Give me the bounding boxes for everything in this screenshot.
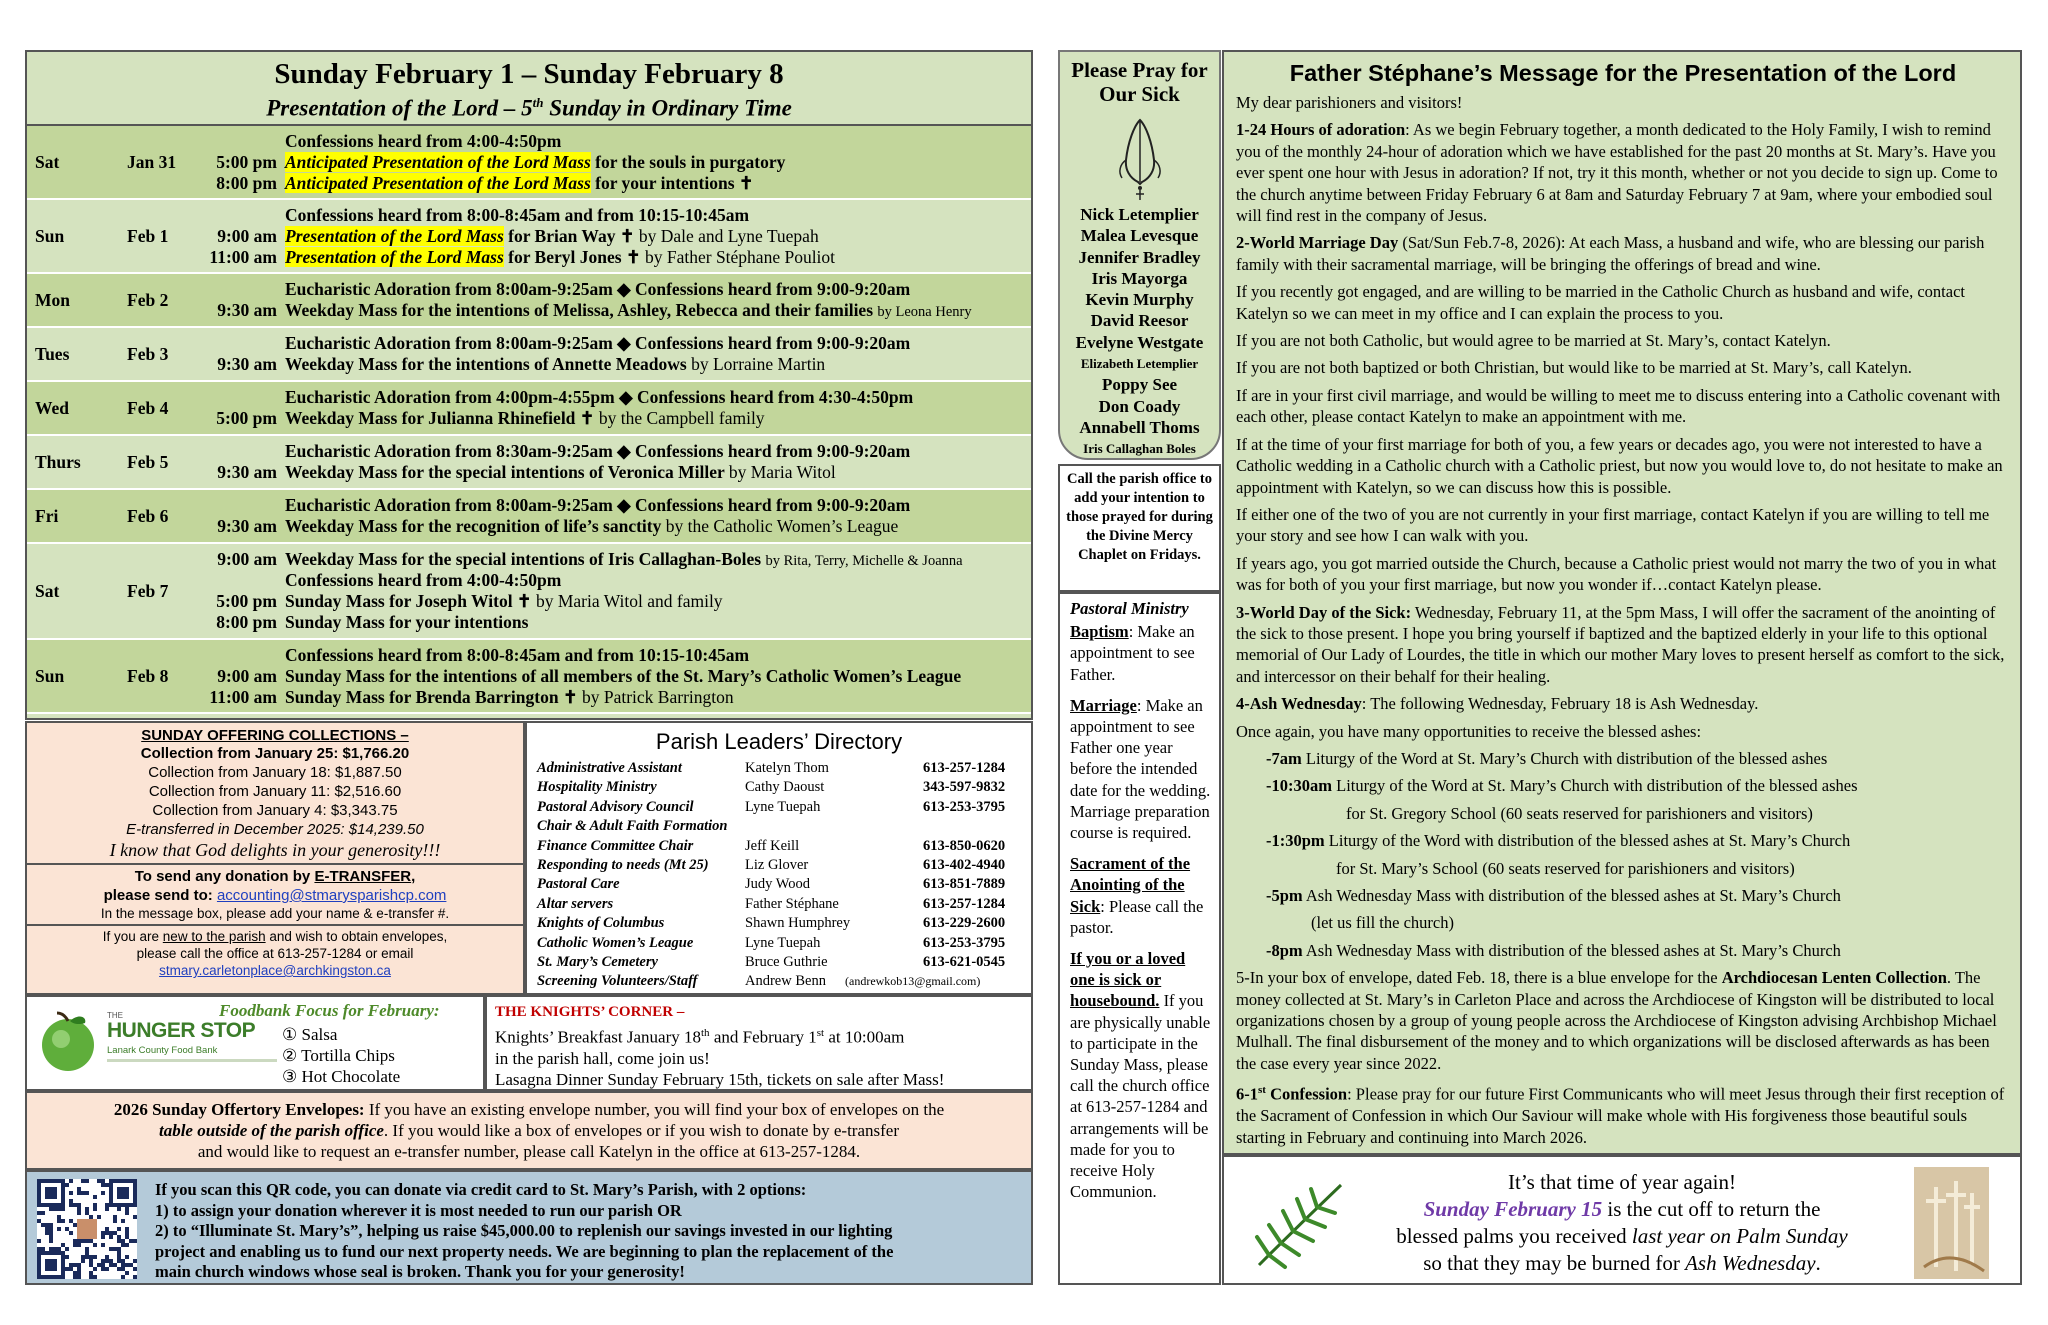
sick-name: Iris Callaghan Boles [1083,441,1196,457]
palm-line4: so that they may be burned for Ash Wednesday. [1423,1251,1821,1275]
message-p2: 2-World Marriage Day (Sat/Sun Feb.7-8, 2026): At each Mass, a husband and wife, who are blessing our parish family with their sacramental marriage, will be bringing the offerings of bread and wine. [1236,233,1985,274]
envelopes-line3: and would like to request an e-transfer number, please call Katelyn in the office at 613-257-1284. [197,1142,861,1161]
ash-item-note: (let us fill the church) [1311,913,1454,933]
knights-hall: in the parish hall, come join us! [495,1048,710,1068]
directory-phone: 613-253-3795 [923,798,1006,815]
pastoral-heading: Pastoral Ministry [1070,599,1189,618]
directory-role: Finance Committee Chair [537,837,694,854]
schedule-row [27,382,1031,436]
schedule-entry: Anticipated Presentation of the Lord Mass for your intentions ✝ [285,172,754,193]
foodbank-item: ① Salsa [282,1025,338,1044]
directory-name: Father Stéphane [745,895,839,912]
etransfer-heading: To send any donation by E-TRANSFER, [134,868,416,885]
schedule-header [27,52,1031,126]
schedule-entry: Presentation of the Lord Mass for Brian Way ✝ by Dale and Lyne Tuepah [285,225,819,246]
directory-role: Catholic Women’s League [537,934,694,951]
schedule-entry: Confessions heard from 4:00-4:50pm [285,570,562,590]
directory-phone: 613-229-2600 [923,915,1006,932]
ash-item: -10:30am Liturgy of the Word at St. Mary’s Church with distribution of the blessed ashes [1266,776,1858,796]
message-p13: 5-In your box of envelope, dated Feb. 18, there is a blue envelope for the Archdiocesan Lenten Collection. The money collected at St. Mary’s in Carleton Place and across the Archdiocese of Kingston will be distributed to local organizations chosen by a group of young people across the Archdiocese of Kingston advising Archbishop Michael Mulhall. The final disbursement of the money and to which organizations will be disclosed afterwards as has been the case every year since 2022. [1236,968,1997,1073]
schedule-entry: Eucharistic Adoration from 4:00pm-4:55pm ◆ Confessions heard from 4:30-4:50pm [285,387,914,407]
directory-name: Liz Glover [745,857,809,873]
directory-phone: (andrewkob13@gmail.com) [845,974,981,989]
message-box-note: In the message box, please add your name & e-transfer #. [100,906,450,921]
schedule-row [27,436,1031,490]
collection-jan4: Collection from January 4: $3,343.75 [152,802,398,819]
directory-role: Pastoral Advisory Council [537,798,694,815]
sick-name: Annabell Thoms [1079,417,1200,437]
schedule-date: Feb 7 [127,581,169,601]
directory-phone: 613-257-1284 [923,895,1006,912]
pray-heading: Please Pray for Our Sick [1071,58,1208,106]
schedule-date: Feb 8 [127,666,169,686]
palm-crosses-photo [1914,1167,1989,1279]
directory-role: St. Mary’s Cemetery [537,954,658,970]
directory-phone: 613-253-3795 [923,934,1006,951]
logo-hunger-stop: HUNGER STOP [107,1019,256,1042]
envelopes-line1: 2026 Sunday Offertory Envelopes: If you have an existing envelope number, you will find your box of envelopes on the [113,1100,945,1119]
directory-row [537,759,1006,778]
directory-name: Andrew Benn [745,973,826,990]
knights-heading: THE KNIGHTS’ CORNER – [495,1004,685,1020]
directory-role: Responding to needs (Mt 25) [537,857,709,873]
palm-line2: Sunday February 15 is the cut off to return the [1423,1197,1821,1221]
sick-name: Malea Levesque [1080,226,1199,246]
parish-email-link[interactable]: stmary.carletonplace@archkingston.ca [159,963,391,978]
qr-text: If you scan this QR code, you can donate via credit card to St. Mary’s Parish, with 2 options: 1) to assign your donation wherever it is most needed to run our parish OR 2) to “Illuminate St. Mary’s”, helping us raise $45,000.00 to replenish our savings invested in our lighting project and enabling us to fund our next property needs. We are beginning to plan the replacement of the main church windows whose seal is broken. Thank you for your generosity! [155,1180,894,1281]
schedule-title: Sunday February 1 – Sunday February 8 [274,58,784,90]
schedule-entry: Eucharistic Adoration from 8:00am-9:25am ◆ Confessions heard from 9:00-9:20am [285,495,911,515]
logo-underline [107,1059,277,1062]
ash-item: -5pm Ash Wednesday Mass with distribution of the blessed ashes at St. Mary’s Church [1266,886,1841,905]
collections-heading: SUNDAY OFFERING COLLECTIONS – [141,727,409,744]
schedule-row [27,544,1031,640]
schedule-time: 9:30 am [217,516,277,536]
directory-role: Screening Volunteers/Staff [537,973,698,990]
foodbank-focus-heading: Foodbank Focus for February: [219,1001,440,1020]
schedule-day: Fri [35,506,59,526]
schedule-entry: Sunday Mass for Brenda Barrington ✝ by Patrick Barrington [285,686,734,707]
qr-donation [25,1170,1033,1285]
schedule-day: Mon [35,290,70,310]
schedule-row [27,490,1031,544]
directory-phone: 343-597-9832 [923,779,1006,796]
knights-corner [485,995,1033,1091]
collection-etransfer: E-transferred in December 2025: $14,239.50 [126,821,424,838]
marriage-info: Marriage: Make an appointment to see Father one year before the intended date for the wedding. Marriage preparation course is required. [1070,695,1211,843]
directory-row [537,856,1006,875]
schedule-entry: Confessions heard from 4:00-4:50pm [285,130,562,151]
directory-heading: Parish Leaders’ Directory [655,729,903,754]
directory-row [537,972,981,991]
schedule-date: Feb 5 [127,452,169,472]
apple-icon [35,1009,101,1075]
schedule-entry: Presentation of the Lord Mass for Beryl Jones ✝ by Father Stéphane Pouliot [285,246,836,267]
schedule-date: Jan 31 [127,152,177,172]
sick-names [1060,204,1219,460]
collection-jan18: Collection from January 18: $1,887.50 [148,764,402,781]
ash-item-note: for St. Mary’s School (60 seats reserved for parishioners and visitors) [1336,858,1795,878]
directory-row [537,798,1006,817]
message-p1: 1-24 Hours of adoration: As we begin February together, a month dedicated to the Holy Family, I wish to remind you of the monthly 24-hour of adoration which we have established for the past 20 months at St. Mary’s. Have you ever spent one hour with Jesus in adoration? If not, try it this month, whether or not you decide to sign up. Come to the church anytime between Friday February 6 at 8am and Saturday February 7 at 9am, where your embodied soul will find rest in the company of Jesus. [1236,120,1998,226]
foodbank-item: ② Tortilla Chips [282,1046,395,1065]
palm-return-notice [1222,1155,2022,1285]
directory-phone: 613-851-7889 [923,876,1006,893]
message-p12: Once again, you have many opportunities to receive the blessed ashes: [1236,721,1702,741]
sick-name: Poppy See [1101,375,1178,395]
schedule-row [27,274,1031,328]
schedule-entry: Sunday Mass for your intentions [285,612,529,632]
message-p8: If either one of the two of you are not currently in your first marriage, contact Katelyn if you are willing to tell me your story and see how I can walk with you. [1236,504,1990,546]
directory-role: Pastoral Care [537,876,620,893]
divine-mercy-note: Call the parish office to add your intention to those prayed for during the Divine Mercy Chaplet on Fridays. [1058,464,1221,592]
schedule-row [27,126,1031,200]
directory-role: Altar servers [537,895,614,912]
directory-name: Shawn Humphrey [745,915,851,932]
message-p10: 3-World Day of the Sick: Wednesday, February 11, at the 5pm Mass, I will offer the sacrament of the anointing of the sick to those present. I hope you bring yourself if baptized and the baptized elderly in your life to this optional memorial of Our Lady of Lourdes, the title in which our mother Mary loves to present herself as comfort to the sick, and intercessor on their behalf for their healing. [1236,602,2005,686]
schedule-day: Wed [35,398,70,418]
schedule-entry: Weekday Mass for Julianna Rhinefield ✝ by the Campbell family [285,408,765,428]
father-message [1222,50,2022,1155]
message-p9: If years ago, you got married outside the Church, because a Catholic priest would not marry the two of you in what was for both of you your first marriage, but now you wonder if…contact Katelyn please. [1236,553,1997,595]
mass-schedule [25,50,1033,720]
message-p6: If are in your first civil marriage, and would be willing to meet me to discuss entering into a Catholic covenant with each other, please contact Katelyn to make an appointment with me. [1236,385,2001,427]
schedule-row [27,200,1031,274]
pray-for-sick [1058,50,1221,460]
schedule-time: 9:00 am [217,665,277,686]
schedule-time: 8:00 pm [216,612,277,632]
schedule-entry: Sunday Mass for the intentions of all members of the St. Mary’s Catholic Women’s League [285,665,962,686]
palm-leaf-icon [1249,1175,1349,1275]
schedule-time: 11:00 am [209,686,277,707]
schedule-entry: Weekday Mass for the special intentions of Veronica Miller by Maria Witol [285,462,836,482]
sick-name: Kevin Murphy [1085,290,1194,310]
schedule-entry: Weekday Mass for the special intentions of Iris Callaghan-Boles by Rita, Terry, Michelle & Joanna [285,549,963,569]
schedule-entry: Eucharistic Adoration from 8:30am-9:25am ◆ Confessions heard from 9:00-9:20am [285,441,911,461]
message-title: Father Stéphane’s Message for the Presentation of the Lord [1289,60,1957,86]
schedule-entry: Sunday Mass for Joseph Witol ✝ by Maria Witol and family [285,591,723,611]
leaders-directory [525,721,1033,995]
directory-phone: 613-402-4940 [923,857,1006,873]
schedule-date: Feb 6 [127,506,169,526]
schedule-day: Sat [35,152,60,172]
sick-name: Evelyne Westgate [1075,332,1204,352]
directory-row [537,837,1006,856]
schedule-row [27,640,1031,714]
message-p4: If you are not both Catholic, but would agree to be married at St. Mary’s, contact Katelyn. [1236,331,1831,351]
message-p11: 4-Ash Wednesday: The following Wednesday, February 18 is Ash Wednesday. [1236,694,1759,714]
ash-item: -1:30pm Liturgy of the Word with distribution of the blessed ashes at St. Mary’s Church [1266,831,1851,851]
offering-collections [25,721,525,995]
foodbank-item: ③ Hot Chocolate [282,1067,401,1086]
directory-row [537,817,727,836]
accounting-email-link[interactable]: accounting@stmarysparishcp.com [216,887,447,904]
schedule-time: 5:00 pm [216,591,277,611]
directory-role: Hospitality Ministry [537,779,657,796]
schedule-row [27,328,1031,382]
directory-phone: 613-621-0545 [923,954,1006,970]
schedule-day: Sun [35,666,65,686]
message-greeting: My dear parishioners and visitors! [1236,93,1463,112]
anointing-info: Sacrament of the Anointing of the Sick: Please call the pastor. [1070,854,1204,937]
schedule-day: Thurs [35,452,81,472]
ash-item-note: for St. Gregory School (60 seats reserved for parishioners and visitors) [1346,803,1813,823]
schedule-entry: Confessions heard from 8:00-8:45am and from 10:15-10:45am [285,644,750,665]
collection-main: Collection from January 25: $1,766.20 [140,745,410,762]
schedule-entry: Weekday Mass for the intentions of Annette Meadows by Lorraine Martin [285,354,826,374]
sick-name: Don Coady [1098,396,1181,416]
knights-breakfast: Knights’ Breakfast January 18th and February 1st at 10:00am [495,1027,905,1047]
schedule-time: 9:00 am [217,549,277,569]
schedule-time: 9:00 am [217,225,277,246]
generosity-text: I know that God delights in your generosity!!! [109,840,441,860]
schedule-subtitle: Presentation of the Lord – 5th Sunday in Ordinary Time [266,95,792,121]
directory-row [537,934,1006,953]
schedule-time: 9:30 am [217,354,277,374]
schedule-time: 9:30 am [217,300,277,320]
schedule-date: Feb 4 [127,398,169,418]
directory-role: Chair & Adult Faith Formation [537,818,728,835]
schedule-day: Sun [35,226,65,246]
directory-row [537,875,1006,894]
directory-role: Knights of Columbus [537,915,665,932]
knights-lasagna: Lasagna Dinner Sunday February 15th, tickets on sale after Mass! [495,1069,945,1089]
foodbank-items [282,1024,400,1087]
logo-the: THE [107,1011,123,1020]
directory-row [537,953,1006,972]
schedule-entry: Eucharistic Adoration from 8:00am-9:25am ◆ Confessions heard from 9:00-9:20am [285,279,911,299]
message-p7: If at the time of your first marriage for both of you, a few years or decades ago, you were not interested to have a Catholic wedding in a Catholic church with a Catholic priest, but now you would love to, do not hesitate to make an appointment with Katelyn, so we can discuss how this is possible. [1236,434,2003,497]
ash-item: -8pm Ash Wednesday Mass with distribution of the blessed ashes at St. Mary’s Church [1266,940,1841,960]
directory-row [537,778,1006,797]
directory-name: Lyne Tuepah [745,934,821,951]
directory-role: Administrative Assistant [537,760,682,776]
schedule-day: Tues [35,344,70,364]
qr-code-icon[interactable] [37,1179,137,1279]
sick-name: David Reesor [1090,311,1189,331]
housebound-info: If you or a loved one is sick or housebound. If you are physically unable to participate in the Sunday Mass, please call the church office at 613-257-1284 and arrangements will be made for you to receive Holy Communion. [1070,949,1211,1202]
call-office-note: please call the office at 613-257-1284 or email [136,946,414,961]
sick-name: Iris Mayorga [1091,268,1188,288]
schedule-time: 5:00 pm [216,151,277,172]
directory-phone: 613-850-0620 [923,837,1006,854]
schedule-entry: Weekday Mass for the recognition of life’s sanctity by the Catholic Women’s League [285,516,899,536]
sick-name: Elizabeth Letemplier [1080,356,1199,372]
directory-name: Bruce Guthrie [745,954,828,970]
schedule-time: 11:00 am [209,246,277,267]
palm-line1: It’s that time of year again! [1508,1170,1736,1194]
new-parish-note: If you are new to the parish and wish to obtain envelopes, [102,929,448,944]
directory-row [537,895,1006,914]
schedule-date: Feb 2 [127,290,169,310]
schedule-time: 9:30 am [217,462,277,482]
directory-row [537,914,1006,933]
schedule-entry: Confessions heard from 8:00-8:45am and from 10:15-10:45am [285,204,750,225]
directory-name: Lyne Tuepah [745,798,821,815]
directory-name: Cathy Daoust [745,779,825,796]
schedule-date: Feb 1 [127,226,169,246]
foodbank-focus [25,995,485,1091]
sick-name: Nick Letemplier [1080,205,1199,224]
sick-name: Jennifer Bradley [1078,247,1201,267]
schedule-day: Sat [35,581,60,601]
schedule-entry: Anticipated Presentation of the Lord Mass for the souls in purgatory [285,151,786,172]
schedule-entry: Weekday Mass for the intentions of Melissa, Ashley, Rebecca and their families by Leona Henry [285,300,972,320]
ash-item: -7am Liturgy of the Word at St. Mary’s Church with distribution of the blessed ashes [1266,748,1828,768]
collection-jan11: Collection from January 11: $2,516.60 [148,783,402,800]
praying-hands-icon [1110,112,1170,202]
etransfer-email-line: please send to: accounting@stmarysparishcp.com [103,887,447,904]
directory-phone: 613-257-1284 [923,760,1006,776]
offertory-envelopes [25,1091,1033,1170]
directory-name: Jeff Keill [745,837,800,854]
directory-name: Judy Wood [745,876,811,893]
logo-sub: Lanark County Food Bank [107,1045,218,1056]
palm-line3: blessed palms you received last year on Palm Sunday [1396,1224,1848,1248]
schedule-date: Feb 3 [127,344,169,364]
baptism-info: Baptism: Make an appointment to see Father. [1070,622,1195,684]
message-p14: 6-1st Confession: Please pray for our future First Communicants who will meet Jesus through their first reception of the Sacrament of Confession in which Our Saviour will make whole with His forgiveness those beautiful souls starting in February and continuing into March 2026. [1236,1084,2005,1147]
message-p3: If you recently got engaged, and are willing to be married in the Catholic Church as husband and wife, contact Katelyn so we can meet in my office and I can explain the process to you. [1236,282,1965,323]
schedule-rows [27,126,1031,714]
message-p5: If you are not both baptized or both Christian, but would like to be married at St. Mary’s, call Katelyn. [1236,358,1912,378]
schedule-entry: Eucharistic Adoration from 8:00am-9:25am ◆ Confessions heard from 9:00-9:20am [285,333,911,353]
pastoral-ministry [1058,592,1221,1285]
envelopes-line2: table outside of the parish office. If you would like a box of envelopes or if you wish to donate by e-transfer [158,1121,899,1140]
directory-name: Katelyn Thom [745,760,829,776]
schedule-time: 5:00 pm [216,408,277,428]
schedule-time: 8:00 pm [216,172,277,193]
